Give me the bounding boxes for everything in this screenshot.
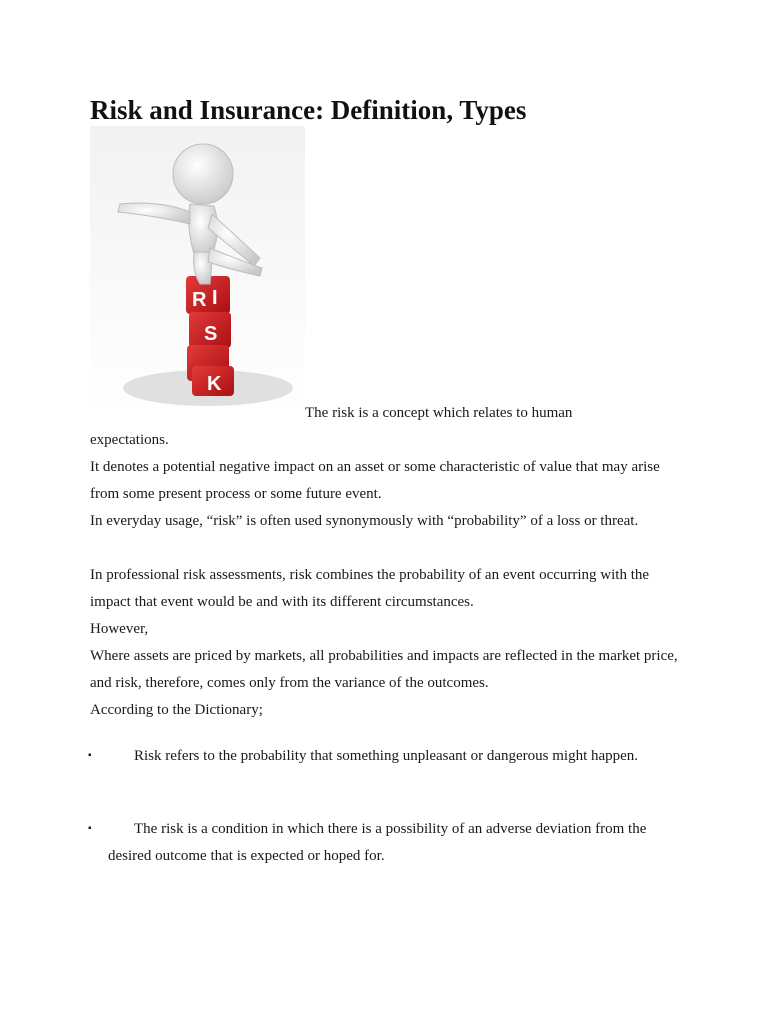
paragraph: Where assets are priced by markets, all probabilities and impacts are reflected in the market price, and risk, therefore, comes only from the variance of the outcomes.: [90, 648, 678, 691]
list-item: Risk refers to the probability that something unpleasant or dangerous might happen.: [134, 748, 639, 764]
block-letter-i: I: [212, 287, 218, 309]
risk-figure-icon: [90, 126, 305, 417]
paragraph: However,: [90, 621, 149, 637]
bullet-marker: ▪: [88, 823, 92, 834]
paragraph: In everyday usage, “risk” is often used synonymously with “probability” of a loss or threat.: [90, 513, 639, 529]
risk-figure-illustration: [90, 126, 305, 417]
block-letter-r: R: [192, 289, 207, 311]
bullet-marker: ▪: [88, 750, 92, 761]
block-letter-k: K: [207, 373, 222, 395]
paragraph: It denotes a potential negative impact on an asset or some characteristic of value that may arise from some present process or some future event.: [90, 459, 660, 502]
intro-continuation: expectations.: [90, 432, 169, 448]
paragraph: In professional risk assessments, risk combines the probability of an event occurring with the impact that event would be and with its different circumstances.: [90, 567, 650, 610]
page-title: Risk and Insurance: Definition, Types: [90, 95, 527, 125]
intro-line: The risk is a concept which relates to human: [305, 405, 573, 421]
block-letter-s: S: [204, 323, 218, 345]
paragraph: According to the Dictionary;: [90, 702, 263, 718]
list-item: The risk is a condition in which there is a possibility of an adverse deviation from the desired outcome that is expected or hoped for.: [108, 821, 647, 864]
